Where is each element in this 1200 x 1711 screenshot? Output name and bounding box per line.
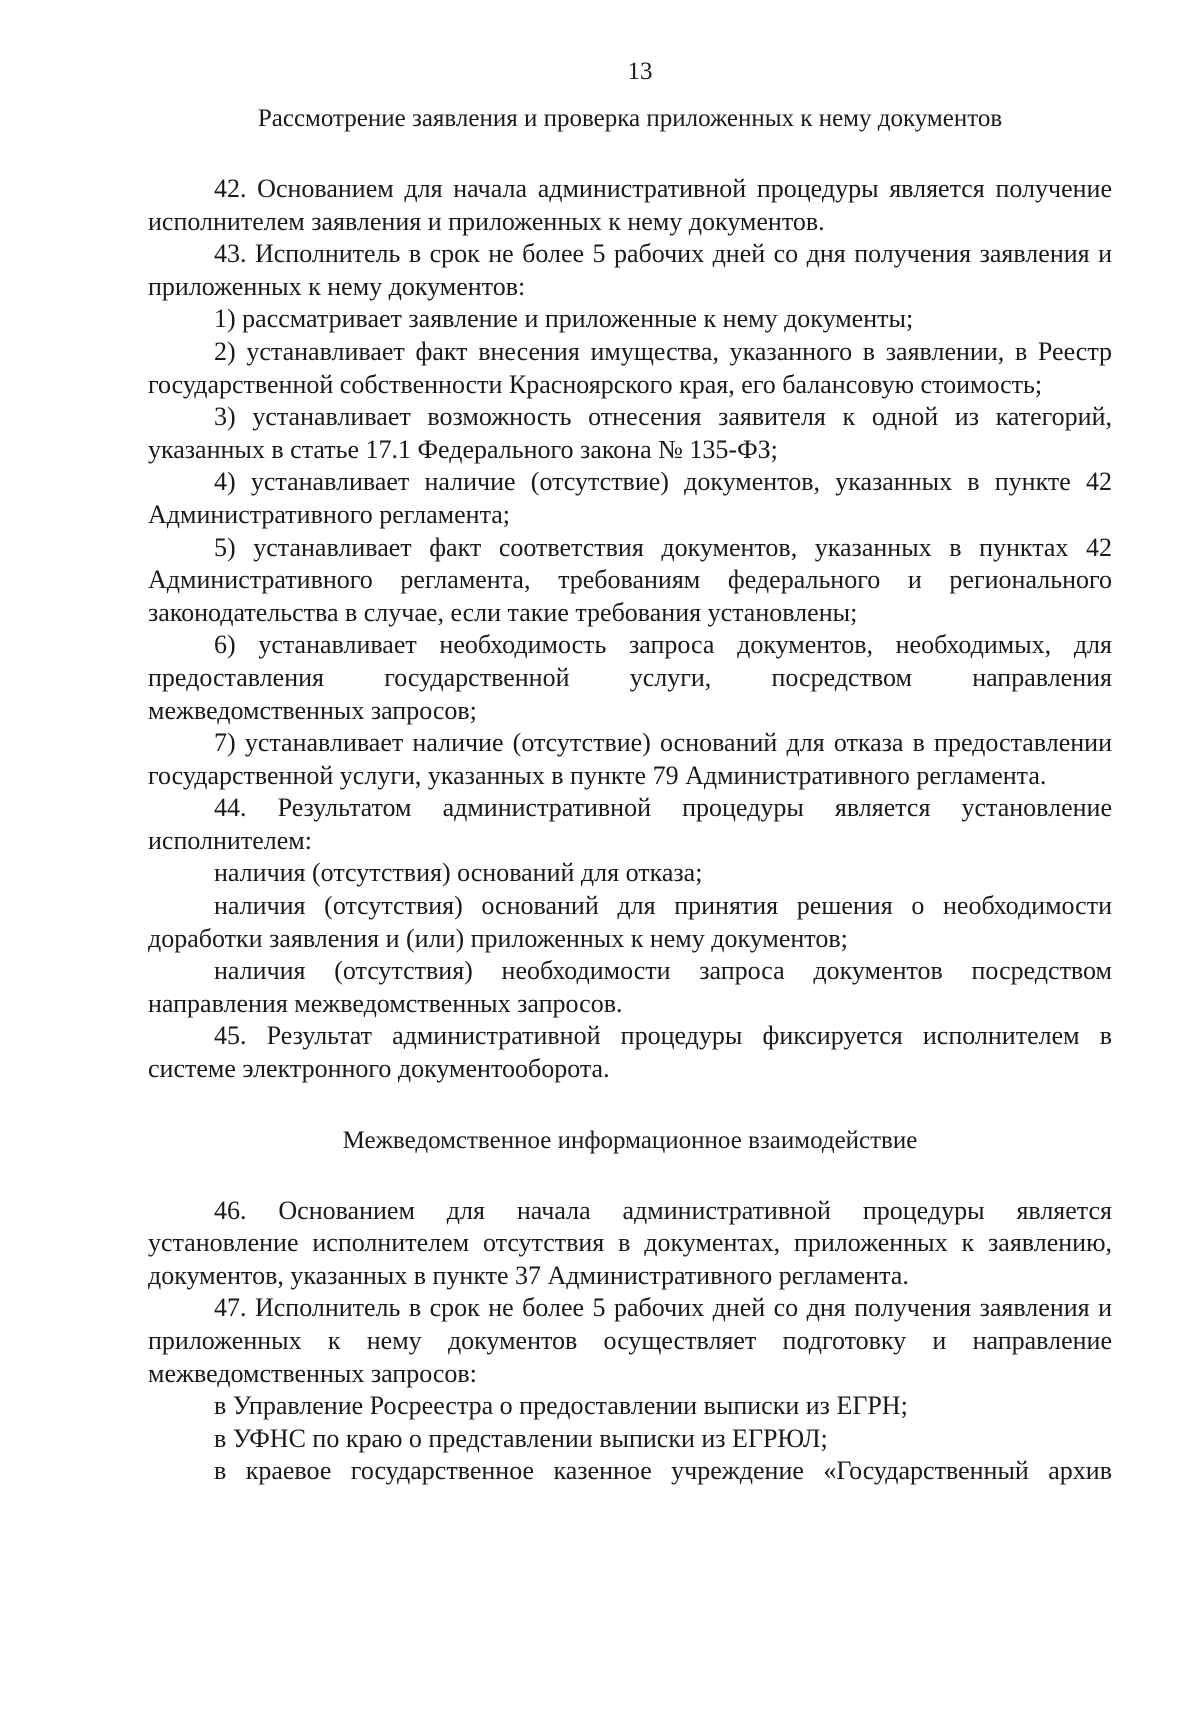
- paragraph: 1) рассматривает заявление и приложенные к нему документы;: [214, 304, 914, 334]
- paragraph: наличия (отсутствия) оснований для отказа;: [214, 858, 703, 888]
- paragraph: 47. Исполнитель в срок не более 5 рабочих дней со дня получения заявления и приложенных к нему документов осуществляет подготовку и направление межведомственных запросов:: [148, 1293, 1112, 1388]
- paragraph: в краевое государственное казенное учреждение «Государственный архив: [214, 1456, 1112, 1486]
- paragraph: наличия (отсутствия) оснований для принятия решения о необходимости доработки заявления и (или) приложенных к нему документов;: [148, 891, 1112, 953]
- paragraph: 43. Исполнитель в срок не более 5 рабочих дней со дня получения заявления и приложенных к нему документов:: [148, 239, 1112, 301]
- section-heading-interaction: Межведомственное информационное взаимодействие: [342, 1126, 918, 1154]
- paragraph: 2) устанавливает факт внесения имущества, указанного в заявлении, в Реестр государственной собственности Красноярского края, его балансовую стоимость;: [148, 336, 1112, 399]
- paragraph: 44. Результатом административной процедуры является установление исполнителем:: [148, 793, 1112, 855]
- page-number: 13: [627, 58, 653, 85]
- paragraph: в Управление Росреестра о предоставлении выписки из ЕГРН;: [214, 1391, 908, 1421]
- section-review-body: [148, 173, 1112, 1086]
- paragraph: 6) устанавливает необходимость запроса документов, необходимых, для предоставления государственной услуги, посредством направления межведомственных запросов;: [148, 630, 1112, 725]
- paragraph: 7) устанавливает наличие (отсутствие) оснований для отказа в предоставлении государственной услуги, указанных в пункте 79 Административного регламента.: [148, 728, 1112, 790]
- paragraph: 45. Результат административной процедуры фиксируется исполнителем в системе электронного документооборота.: [148, 1021, 1112, 1084]
- section-interaction-body: [148, 1195, 1112, 1488]
- paragraph: 5) устанавливает факт соответствия документов, указанных в пунктах 42 Административного регламента, требованиям федерального и регионального законодательства в случае, если такие требования установлены;: [148, 532, 1112, 627]
- paragraph: 42. Основанием для начала административной процедуры является получение исполнителем заявления и приложенных к нему документов.: [148, 174, 1112, 236]
- document-page: [148, 56, 1112, 1488]
- section-heading-review: Рассмотрение заявления и проверка приложенных к нему документов: [257, 105, 1003, 132]
- paragraph: 46. Основанием для начала административной процедуры является установление исполнителем отсутствия в документах, приложенных к заявлению, документов, указанных в пункте 37 Административного регламента.: [148, 1195, 1112, 1290]
- paragraph: в УФНС по краю о представлении выписки из ЕГРЮЛ;: [214, 1423, 828, 1453]
- paragraph: наличия (отсутствия) необходимости запроса документов посредством направления межведомственных запросов.: [148, 956, 1112, 1018]
- paragraph: 3) устанавливает возможность отнесения заявителя к одной из категорий, указанных в статье 17.1 Федерального закона № 135-ФЗ;: [148, 402, 1112, 464]
- paragraph: 4) устанавливает наличие (отсутствие) документов, указанных в пункте 42 Административного регламента;: [148, 467, 1112, 529]
